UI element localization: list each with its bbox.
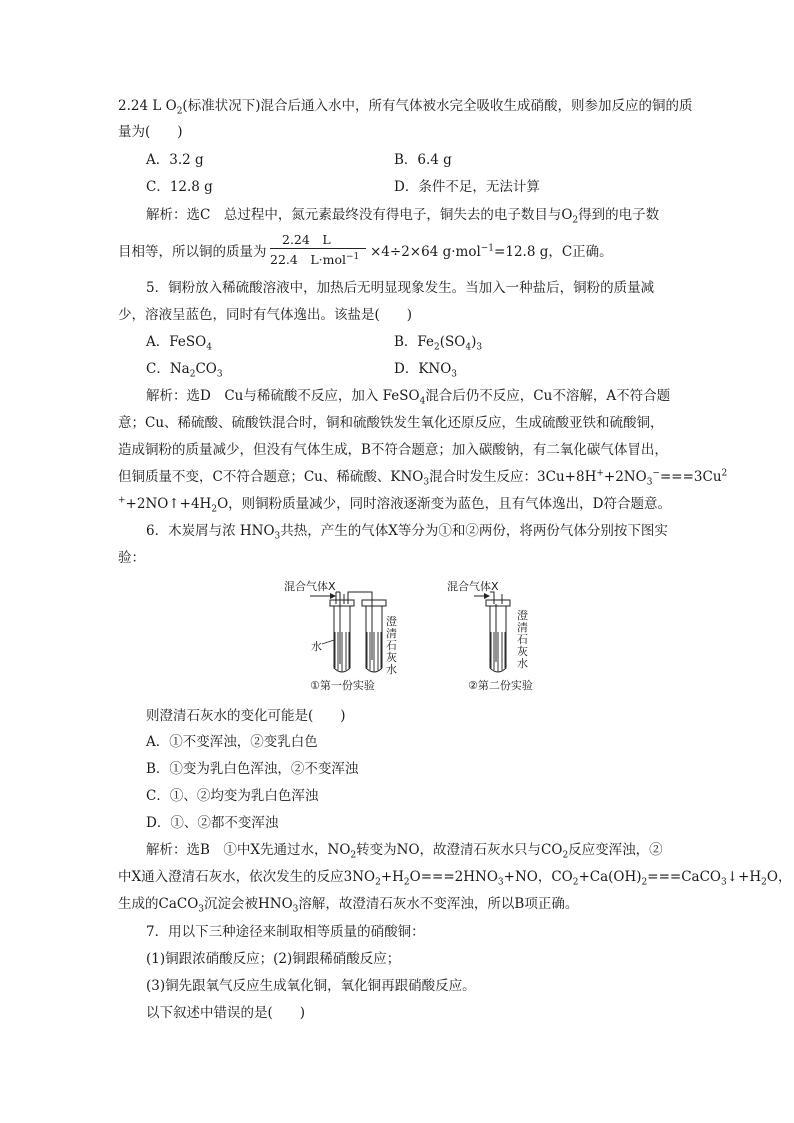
q6-question: 则澄清石灰水的变化可能是( ) xyxy=(146,708,346,724)
q5-option-b[interactable]: B．$Fe_2(SO_4)_3$ xyxy=(394,334,483,353)
q6-option-a[interactable]: A．①不变浑浊，②变乳白色 xyxy=(146,734,318,750)
q4-analysis-line2: 目相等，所以铜的质量为 xyxy=(118,244,267,260)
q6-analysis-line2: 中X通入澄清石灰水，依次发生的反应$3NO_2+H_2O===2HNO_3+NO$，$CO_2+Ca(OH)_2===CaCO_3↓+H_2O$， xyxy=(118,869,792,888)
q5-stem-line1: 5．铜粉放入稀硫酸溶液中，加热后无明显现象发生。当加入一种盐后，铜粉的质量减 xyxy=(146,280,655,296)
q5-analysis-line5: $^++2NO↑+4H_2O$，则铜粉质量减少，同时溶液逐渐变为蓝色，且有气体逸出，D符合题意。 xyxy=(118,495,671,515)
q6-analysis-line1: 解析：选B ①中X先通过水，$NO_2$转变为NO，故澄清石灰水只与$CO_2$反应变浑浊，② xyxy=(146,842,663,861)
limewater-label-right: 澄清石灰水 xyxy=(517,609,528,670)
fraction-denominator: 22.4 L·mol$^{-1}$ xyxy=(270,251,360,267)
q5-analysis-line1: 解析：选D Cu与稀硫酸不反应，加入 FeSO$_4$混合后仍不反应，Cu不溶解，A不符合题 xyxy=(146,388,671,407)
q6-option-b[interactable]: B．①变为乳白色浑浊，②不变浑浊 xyxy=(146,761,359,777)
q4-stem-line1: 2.24 L $O_2$(标准状况下)混合后通入水中，所有气体被水完全吸收生成硝酸，则参加反应的铜的质 xyxy=(118,98,693,117)
q6-option-c[interactable]: C．①、②均变为乳白色浑浊 xyxy=(146,788,319,804)
q4-option-b[interactable]: B．6.4 g xyxy=(394,152,452,168)
gas-label-left: 混合气体X xyxy=(284,580,336,593)
q6-stem-line1: 6．木炭屑与浓 $HNO_3$共热，产生的气体X等分为①和②两份，将两份气体分别按下图实 xyxy=(146,523,668,542)
q4-option-c[interactable]: C．12.8 g xyxy=(146,179,213,195)
q4-analysis-line1: 解析：选C 总过程中，氮元素最终没有得电子，铜失去的电子数目与$O_2$得到的电子数 xyxy=(146,207,660,226)
q5-analysis-line2: 意；Cu、稀硫酸、硫酸铁混合时，铜和硫酸铁发生氧化还原反应，生成硫酸亚铁和硫酸铜， xyxy=(118,415,664,431)
q4-stem-line2: 量为( ) xyxy=(118,124,183,140)
fraction-numerator: 2.24 L xyxy=(282,232,331,247)
q6-stem-line2: 验： xyxy=(118,550,145,566)
q5-option-a[interactable]: A．FeSO$_4$ xyxy=(146,334,212,353)
q7-route-3: (3)铜先跟氧气反应生成氧化铜，氧化铜再跟硝酸反应。 xyxy=(146,978,476,994)
q5-analysis-line4: 但铜质量不变，C不符合题意；Cu、稀硫酸、$KNO_3$混合时发生反应：$3Cu+8H^++2NO_3^-===3Cu^2$ xyxy=(118,468,728,488)
q4-option-a[interactable]: A．3.2 g xyxy=(146,152,204,168)
caption-right: ②第二份实验 xyxy=(468,679,533,692)
q7-stem: 7．用以下三种途径来制取相等质量的硝酸铜： xyxy=(146,924,425,940)
water-label: 水 xyxy=(311,640,322,653)
q4-option-d[interactable]: D．条件不足，无法计算 xyxy=(394,179,540,195)
q6-option-d[interactable]: D．①、②都不变浑浊 xyxy=(146,815,279,831)
q6-analysis-line3: 生成的CaCO$_3$沉淀会被$HNO_3$溶解，故澄清石灰水不变浑浊，所以B项正确。 xyxy=(118,896,579,915)
fraction-bar xyxy=(270,248,366,249)
q4-analysis-line2-rest: ×4÷2×64 g·mol$^{-1}$=12.8 g，C正确。 xyxy=(370,243,613,260)
gas-label-right: 混合气体X xyxy=(447,580,499,593)
q7-route-1-2: (1)铜跟浓硝酸反应；(2)铜跟稀硝酸反应； xyxy=(146,951,401,967)
q5-option-c[interactable]: C．$Na_2CO_3$ xyxy=(146,361,223,380)
q5-option-d[interactable]: D．$KNO_3$ xyxy=(394,361,458,380)
q7-question: 以下叙述中错误的是( ) xyxy=(146,1005,306,1021)
limewater-label-left: 澄清石灰水 xyxy=(386,615,397,676)
q5-stem-line2: 少，溶液呈蓝色，同时有气体逸出。该盐是( ) xyxy=(118,307,413,323)
q5-analysis-line3: 造成铜粉的质量减少，但没有气体生成，B不符合题意；加入碳酸钠，有二氧化碳气体冒出， xyxy=(118,442,668,458)
caption-left: ①第一份实验 xyxy=(310,679,375,692)
